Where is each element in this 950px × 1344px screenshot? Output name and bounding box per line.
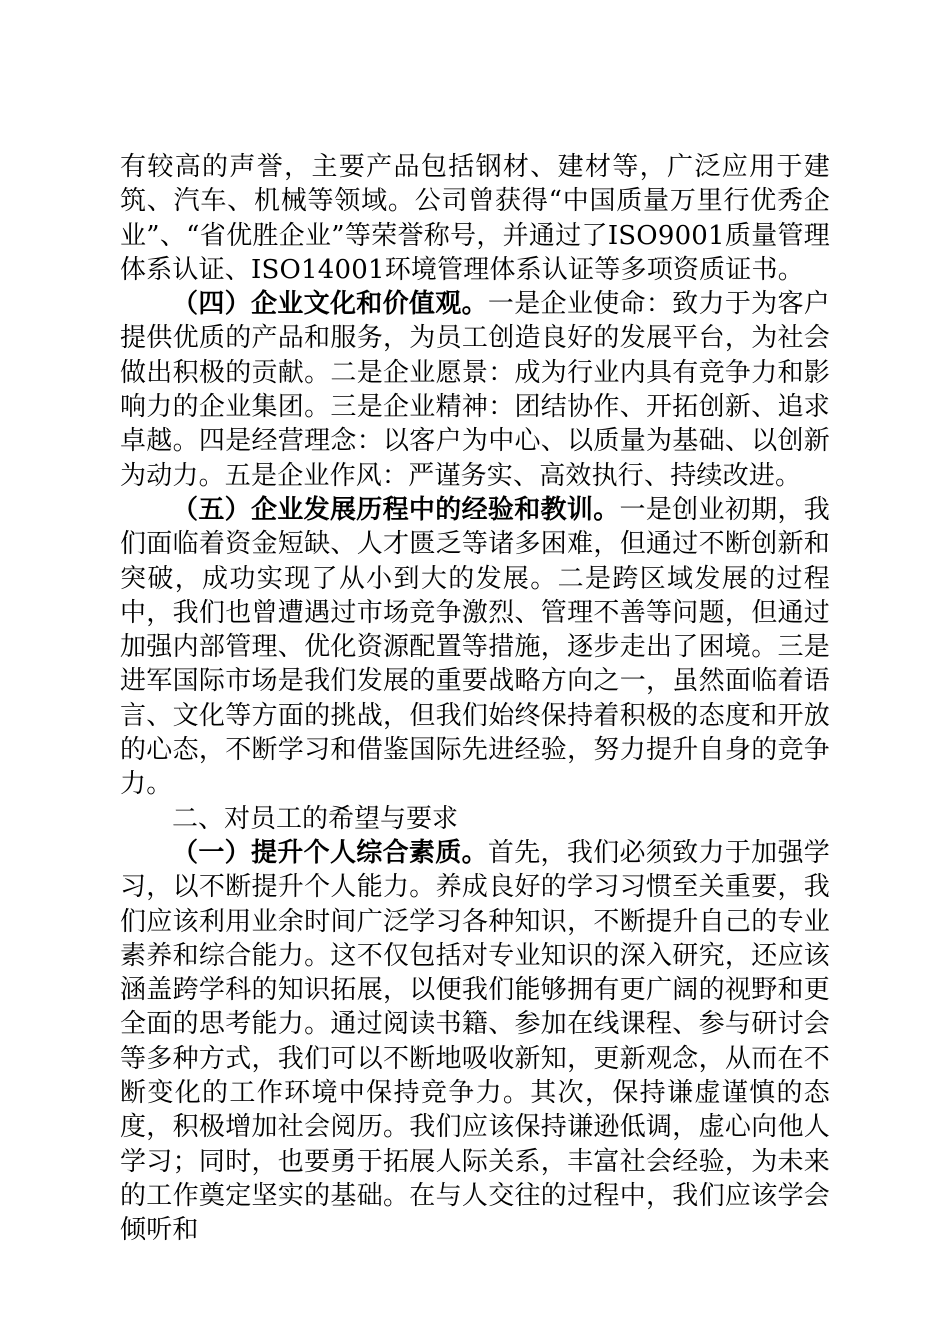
paragraph-personal-quality: [120, 836, 830, 1248]
section-lead-lessons: （五）企业发展历程中的经验和教训。: [172, 494, 620, 525]
section-lead-quality: （一）提升个人综合素质。: [172, 837, 488, 868]
paragraph-text: 一是创业初期，我们面临着资金短缺、人才匮乏等诸多困难，但通过不断创新和突破，成功实现了从小到大的发展。二是跨区域发展的过程中，我们也曾遭遇过市场竞争激烈、管理不善等问题，但通过加强内部管理、优化资源配置等措施，逐步走出了困境。三是进军国际市场是我们发展的重要战略方向之一，虽然面临着语言、文化等方面的挑战，但我们始终保持着积极的态度和开放的心态，不断学习和借鉴国际先进经验，努力提升自身的竞争力。: [120, 494, 830, 800]
paragraph-text: 首先，我们必须致力于加强学习，以不断提升个人能力。养成良好的学习习惯至关重要，我们应该利用业余时间广泛学习各种知识，不断提升自己的专业素养和综合能力。这不仅包括对专业知识的深入研究，还应该涵盖跨学科的知识拓展，以便我们能够拥有更广阔的视野和更全面的思考能力。通过阅读书籍、参加在线课程、参与研讨会等多种方式，我们可以不断地吸收新知，更新观念，从而在不断变化的工作环境中保持竞争力。其次，保持谦虚谨慎的态度，积极增加社会阅历。我们应该保持谦逊低调，虚心向他人学习；同时，也要勇于拓展人际关系，丰富社会经验，为未来的工作奠定坚实的基础。在与人交往的过程中，我们应该学会倾听和: [120, 837, 830, 1246]
paragraph-text: 一是企业使命：致力于为客户提供优质的产品和服务，为员工创造良好的发展平台，为社会做出积极的贡献。二是企业愿景：成为行业内具有竞争力和影响力的企业集团。三是企业精神：团结协作、开拓创新、追求卓越。四是经营理念：以客户为中心、以质量为基础、以创新为动力。五是企业作风：严谨务实、高效执行、持续改进。: [120, 289, 830, 491]
section-heading-employee-expectations: 二、对员工的希望与要求: [172, 803, 459, 834]
paragraph-company-reputation: [120, 150, 830, 287]
section-lead-culture: （四）企业文化和价值观。: [172, 289, 488, 320]
paragraph-text: 有较高的声誉，主要产品包括钢材、建材等，广泛应用于建筑、汽车、机械等领域。公司曾获得“中国质量万里行优秀企业”、“省优胜企业”等荣誉称号，并通过了ISO9001质量管理体系认证、ISO14001环境管理体系认证等多项资质证书。: [120, 152, 830, 285]
paragraph-development-lessons: [120, 493, 830, 802]
document-page: [120, 150, 830, 1248]
paragraph-corporate-culture: [120, 287, 830, 493]
